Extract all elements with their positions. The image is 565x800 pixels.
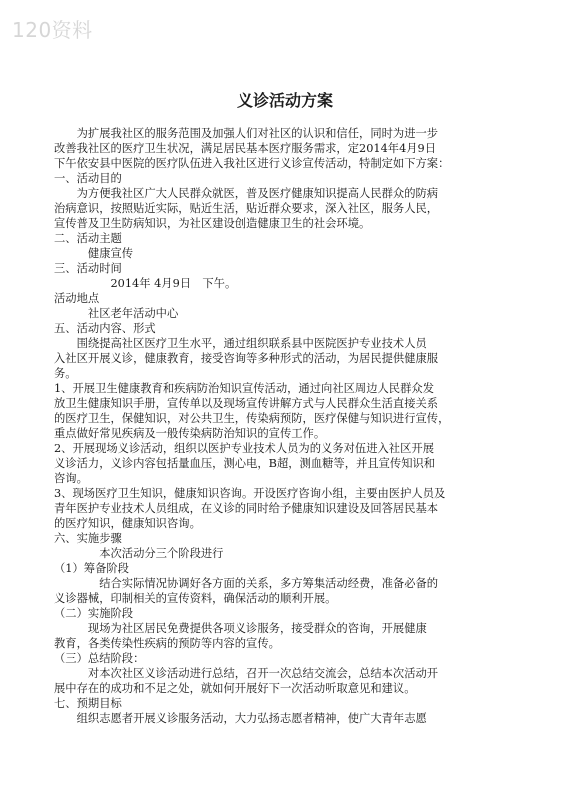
paragraph-line: 教育，各类传染性疾病的预防等内容的宣传。 (54, 637, 280, 650)
paragraph-line: 下午依安县中医院的医疗队伍进入我社区进行义诊宣传活动，特制定如下方案： (54, 157, 450, 170)
paragraph-line: 组织志愿者开展义诊服务活动，大力弘扬志愿者精神，使广大青年志愿 (54, 712, 427, 725)
subsection-heading: （三）总结阶段： (54, 652, 145, 665)
paragraph-line: 义诊活力，义诊内容包括量血压，测心电，B超，测血糖等，并且宣传知识和 (54, 457, 436, 470)
paragraph-line: 的医疗知识，健康知识咨询。 (54, 517, 201, 530)
paragraph-line: 社区老年活动中心 (54, 307, 179, 320)
section-heading: 活动地点 (54, 292, 100, 305)
section-heading: 二、活动主题 (54, 232, 122, 245)
paragraph-line: 放卫生健康知识手册，宣传单以及现场宣传讲解方式与人民群众生活直接关系 (54, 397, 439, 410)
section-heading: 六、实施步骤 (54, 532, 122, 545)
paragraph-line: 为扩展我社区的服务范围及加强人们对社区的认识和信任，同时为进一步 (54, 127, 439, 140)
document-title: 义诊活动方案 (236, 91, 333, 110)
paragraph-line: 2014年 4月9日 下午。 (54, 277, 237, 290)
paragraph-line: 义诊器械，印制相关的宣传资料，确保活动的顺利开展。 (54, 592, 337, 605)
section-heading: 一、活动目的 (54, 172, 122, 185)
paragraph-line: 宣传普及卫生防病知识，为社区建设创造健康卫生的社会环境。 (54, 217, 371, 230)
paragraph-line: 治病意识，按照贴近实际，贴近生活，贴近群众要求，深入社区，服务人民， (54, 202, 439, 215)
section-heading: 三、活动时间 (54, 262, 122, 275)
paragraph-line: 本次活动分三个阶段进行 (54, 547, 224, 560)
paragraph-line: 2、开展现场义诊活动，组织以医护专业技术人员为的义务对伍进入社区开展 (54, 442, 434, 455)
paragraph-line: 的医疗卫生，保健知识，对公共卫生，传染病预防，医疗保健与知识进行宣传， (54, 412, 450, 425)
paragraph-line: 务。 (54, 367, 77, 380)
paragraph-line: 入社区开展义诊，健康教育，接受咨询等多种形式的活动，为居民提供健康服 (54, 352, 439, 365)
paragraph-line: 现场为社区居民免费提供各项义诊服务，接受群众的咨询，开展健康 (54, 622, 427, 635)
paragraph-line: 1、开展卫生健康教育和疾病防治知识宣传活动，通过向社区周边人民群众发 (54, 382, 434, 395)
paragraph-line: 咨询。 (54, 472, 88, 485)
paragraph-line: 3、现场医疗卫生知识，健康知识咨询。开设医疗咨询小组，主要由医护人员及 (54, 487, 446, 500)
paragraph-line: 重点做好常见疾病及一般传染病防治知识的宣传工作。 (54, 427, 326, 440)
watermark: 120资料 (12, 18, 93, 42)
section-heading: 五、活动内容、形式 (54, 322, 156, 335)
paragraph-line: 展中存在的成功和不足之处，就如何开展好下一次活动听取意见和建议。 (54, 682, 416, 695)
subsection-heading: （二）实施阶段 (54, 607, 134, 620)
paragraph-line: 对本次社区义诊活动进行总结，召开一次总结交流会，总结本次活动开 (54, 667, 439, 680)
section-heading: 七、预期目标 (54, 697, 122, 710)
paragraph-line: 青年医护专业技术人员组成，在义诊的同时给予健康知识建设及回答居民基本 (54, 502, 439, 515)
paragraph-line: 改善我社区的医疗卫生状况，满足居民基本医疗服务需求，定2014年4月9日 (54, 142, 437, 155)
paragraph-line: 结合实际情况协调好各方面的关系，多方筹集活动经费，准备必备的 (54, 577, 439, 590)
paragraph-line: 为方便我社区广大人民群众就医，普及医疗健康知识提高人民群众的防病 (54, 187, 439, 200)
subsection-heading: （1）筹备阶段 (54, 562, 129, 575)
paragraph-line: 围绕提高社区医疗卫生水平，通过组织联系县中医院医护专业技术人员 (54, 337, 427, 350)
paragraph-line: 健康宣传 (54, 247, 134, 260)
